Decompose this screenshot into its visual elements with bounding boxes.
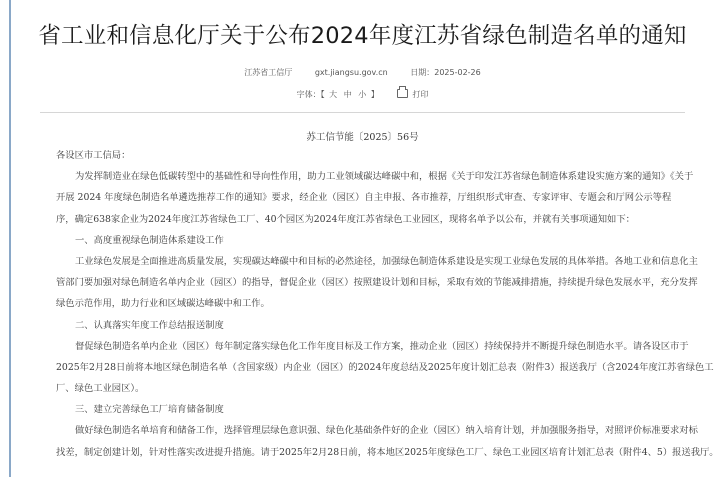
source-domain-link[interactable]: gxt.jiangsu.gov.cn [314, 68, 388, 77]
font-size-small-button[interactable]: 小 [358, 90, 367, 99]
paragraph-line: 找差，制定创建计划，针对性落实改进提升措施。请于2025年2月28日前，将本地区2025年度绿色工厂、绿色工业园区培育计划汇总表（附件4、5）报送我厅。 [56, 446, 719, 458]
article-tools [0, 89, 725, 100]
print-label: 打印 [412, 90, 429, 99]
date-label: 日期： [410, 68, 435, 77]
paragraph-line: 开展 2024 年度绿色制造名单遴选推荐工作的通知》要求，经企业（园区）自主申报、各市推荐，厅组织形式审查、专家评审、专题会和厅网公示等程 [56, 192, 672, 204]
font-size-medium-button[interactable]: 中 [343, 90, 352, 99]
font-size-close-bracket: 】 [370, 90, 379, 99]
paragraph-line: 做好绿色制造名单培育和储备工作，选择管理层绿色意识强、绿色化基础条件好的企业（园区）纳入培育计划，并加强服务指导，对照评价标准要求对标 [75, 425, 698, 437]
printer-icon [397, 89, 408, 98]
header-divider [40, 112, 685, 113]
print-button[interactable] [397, 90, 428, 99]
paragraph-line: 管部门要加强对绿色制造名单内企业（园区）的指导，督促企业（园区）按照建设计划和目标，采取有效的节能减排措施，持续提升绿色发展水平，充分发挥 [56, 277, 698, 289]
date-value: 2025-02-26 [434, 68, 481, 77]
paragraph-line: 厂、绿色工业园区）。 [56, 383, 145, 395]
paragraph-line: 督促绿色制造名单内企业（园区）每年制定落实绿色化工作年度目标及工作方案，推动企业（园区）持续保持并不断提升绿色制造水平。请各设区市于 [75, 340, 689, 352]
paragraph-line: 绿色示范作用，助力行业和区域碳达峰碳中和工作。 [56, 298, 270, 310]
page-title: 省工业和信息化厅关于公布2024年度江苏省绿色制造名单的通知 [38, 23, 687, 49]
article-meta [0, 67, 725, 78]
section-heading: 一、高度重视绿色制造体系建设工作 [75, 234, 224, 246]
section-heading: 二、认真落实年度工作总结报送制度 [75, 319, 224, 331]
notice-body [56, 150, 719, 468]
font-size-label: 字体：【 [296, 90, 325, 99]
salutation: 各设区市工信局： [56, 150, 131, 161]
document-number: 苏工信节能〔2025〕56号 [306, 132, 419, 143]
date-info [410, 68, 481, 77]
paragraph-line: 序，确定638家企业为2024年度江苏省绿色工厂、40个园区为2024年度江苏省绿色工业园区，现将名单予以公布，并就有关事项通知如下： [56, 213, 635, 225]
source-label: 江苏省工信厅 [244, 68, 293, 77]
paragraph-line: 2025年2月28日前将本地区绿色制造名单（含国家级）内企业（园区）的2024年度总结及2025年度计划汇总表（附件3）报送我厅（含2024年度江苏省绿色工 [56, 361, 714, 373]
paragraph-line: 为发挥制造业在绿色低碳转型中的基础性和导向性作用，助力工业领域碳达峰碳中和，根据《关于印发江苏省绿色制造体系建设实施方案的通知》《关于 [75, 171, 694, 183]
section-heading: 三、建立完善绿色工厂培育储备制度 [75, 404, 224, 416]
font-size-large-button[interactable]: 大 [329, 90, 338, 99]
paragraph-line: 工业绿色发展是全面推进高质量发展，实现碳达峰碳中和目标的必然途径，加强绿色制造体系建设是实现工业绿色发展的具体举措。各地工业和信息化主 [75, 255, 698, 267]
